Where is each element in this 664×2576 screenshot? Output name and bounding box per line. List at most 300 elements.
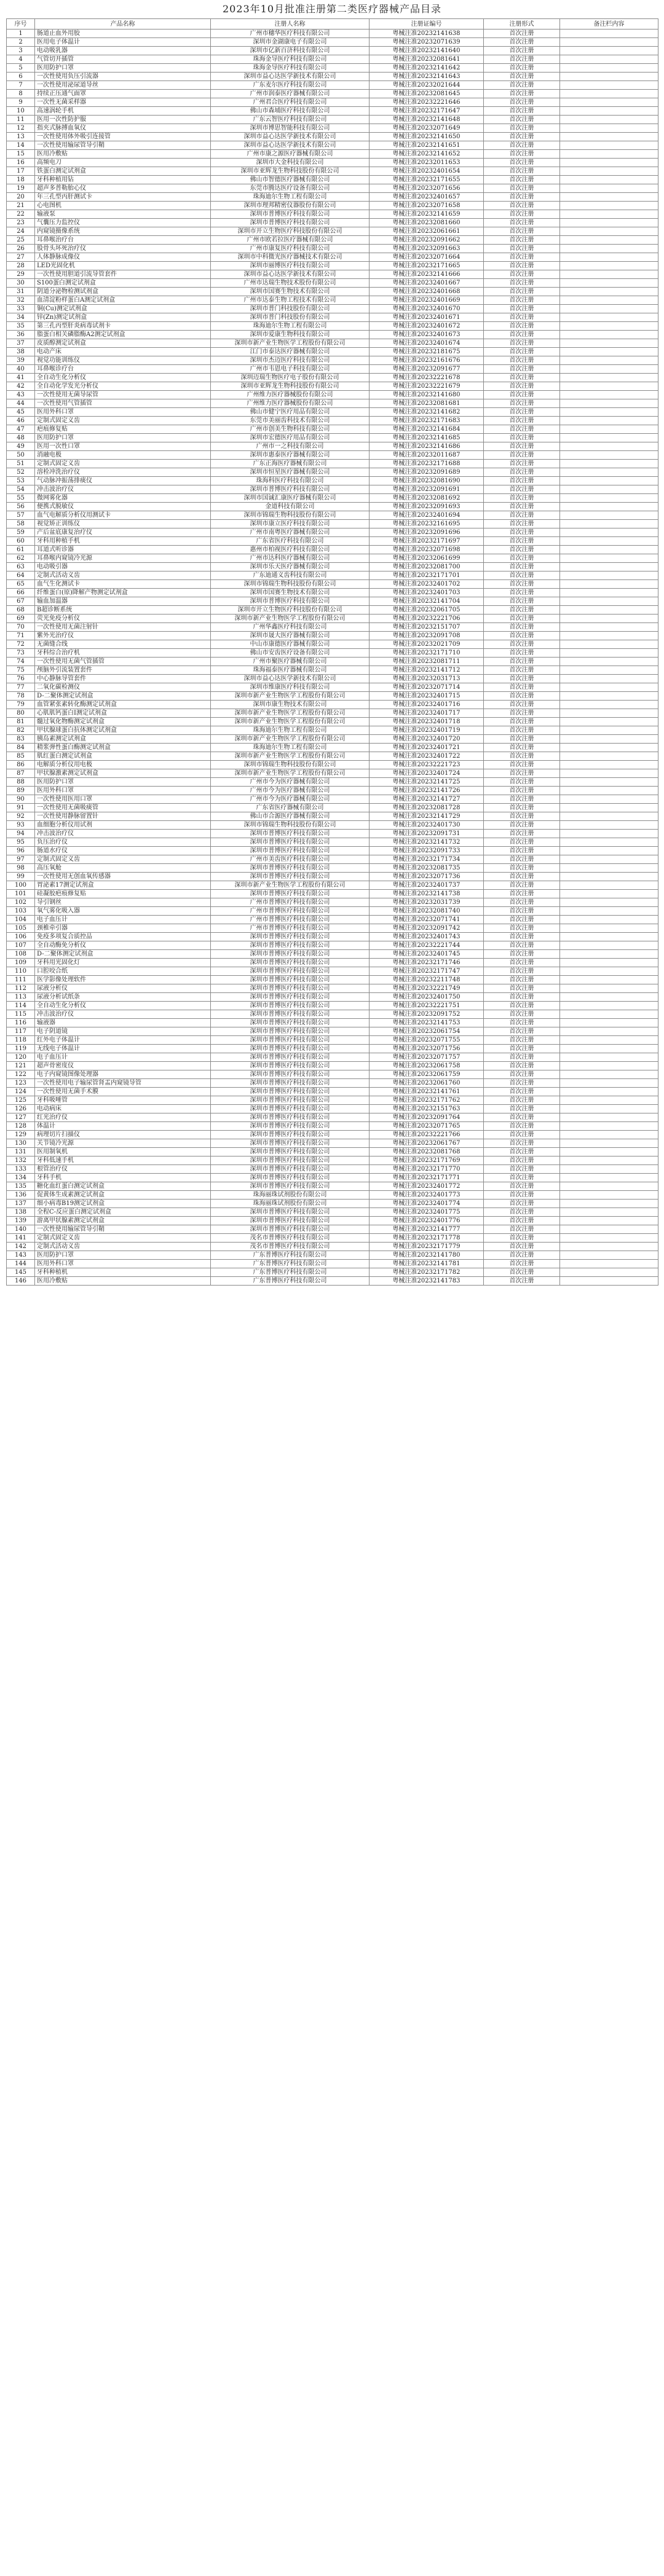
- cell-product-name: 免疫多项复合质控品: [35, 933, 211, 941]
- cell-registrant: 深圳市普博医疗科技有限公司: [211, 1070, 370, 1079]
- cell-serial: 104: [7, 916, 35, 924]
- table-row: [7, 468, 658, 477]
- table-row: [7, 494, 658, 503]
- table-row: [7, 632, 658, 640]
- cell-registrant: 广州市欧若拉医疗器械有限公司: [211, 236, 370, 245]
- cell-remarks: [560, 924, 658, 933]
- table-row: [7, 305, 658, 313]
- cell-certificate-no: 粤械注准20232011687: [370, 451, 484, 460]
- table-row: [7, 847, 658, 855]
- cell-product-name: 甲状腺激素测定试剂盒: [35, 769, 211, 778]
- cell-product-name: LED光固化机: [35, 262, 211, 270]
- cell-certificate-no: 粤械注准20232071755: [370, 1036, 484, 1045]
- cell-registration-type: 首次注册: [484, 29, 560, 38]
- cell-product-name: 全自动生化分析仪: [35, 1002, 211, 1010]
- cell-registrant: 广州市达瑞生物技术股份有限公司: [211, 279, 370, 288]
- cell-registration-type: 首次注册: [484, 563, 560, 571]
- cell-registrant: 广州市达科医疗器械有限公司: [211, 554, 370, 563]
- cell-remarks: [560, 485, 658, 494]
- cell-registration-type: 首次注册: [484, 1208, 560, 1217]
- cell-remarks: [560, 812, 658, 821]
- table-row: [7, 38, 658, 47]
- cell-registration-type: 首次注册: [484, 356, 560, 365]
- cell-product-name: 微网雾化器: [35, 494, 211, 503]
- cell-registrant: 深圳市锦瑞生物科技股份有限公司: [211, 580, 370, 589]
- cell-remarks: [560, 640, 658, 649]
- cell-serial: 141: [7, 1234, 35, 1243]
- table-row: [7, 176, 658, 184]
- cell-registrant: 东莞市美丽齿科技术有限公司: [211, 417, 370, 425]
- cell-registrant: 深圳市普博医疗科技有限公司: [211, 1122, 370, 1131]
- cell-serial: 52: [7, 468, 35, 477]
- cell-remarks: [560, 761, 658, 769]
- table-row: [7, 959, 658, 967]
- cell-certificate-no: 粤械注准20232071765: [370, 1122, 484, 1131]
- cell-serial: 60: [7, 537, 35, 546]
- cell-remarks: [560, 528, 658, 537]
- cell-certificate-no: 粤械注准20232141732: [370, 838, 484, 847]
- table-row: [7, 133, 658, 141]
- table-row: [7, 485, 658, 494]
- cell-remarks: [560, 1174, 658, 1182]
- cell-certificate-no: 粤械注准20232401720: [370, 735, 484, 744]
- cell-product-name: 一次性使用静脉留置针: [35, 812, 211, 821]
- cell-remarks: [560, 615, 658, 623]
- table-row: [7, 571, 658, 580]
- cell-remarks: [560, 1182, 658, 1191]
- cell-remarks: [560, 150, 658, 159]
- cell-serial: 71: [7, 632, 35, 640]
- cell-registrant: 广州君合医疗科技有限公司: [211, 98, 370, 107]
- cell-registrant: 深圳市国赛生物技术有限公司: [211, 288, 370, 296]
- cell-remarks: [560, 984, 658, 993]
- cell-registrant: 深圳市普博医疗科技有限公司: [211, 1027, 370, 1036]
- cell-serial: 100: [7, 881, 35, 890]
- cell-registrant: 广东普博医疗科技有限公司: [211, 1251, 370, 1260]
- table-row: [7, 29, 658, 38]
- cell-serial: 131: [7, 1148, 35, 1156]
- cell-registration-type: 首次注册: [484, 434, 560, 442]
- cell-remarks: [560, 288, 658, 296]
- cell-serial: 38: [7, 348, 35, 356]
- cell-serial: 51: [7, 460, 35, 468]
- cell-certificate-no: 粤械注准20232091691: [370, 485, 484, 494]
- cell-remarks: [560, 1088, 658, 1096]
- cell-registrant: 深圳市金湖康电子有限公司: [211, 38, 370, 47]
- cell-certificate-no: 粤械注准20232061661: [370, 227, 484, 236]
- cell-certificate-no: 粤械注准20232401668: [370, 288, 484, 296]
- cell-serial: 136: [7, 1191, 35, 1200]
- cell-certificate-no: 粤械注准20232401722: [370, 752, 484, 761]
- cell-remarks: [560, 1148, 658, 1156]
- cell-registration-type: 首次注册: [484, 1148, 560, 1156]
- cell-certificate-no: 粤械注准20232221751: [370, 1002, 484, 1010]
- cell-registrant: 深圳市普博医疗科技有限公司: [211, 1165, 370, 1174]
- cell-product-name: 一次性使用输尿管导引鞘: [35, 141, 211, 150]
- cell-certificate-no: 粤械注准20232171778: [370, 1234, 484, 1243]
- cell-remarks: [560, 348, 658, 356]
- cell-certificate-no: 粤械注准20232221766: [370, 1131, 484, 1139]
- cell-certificate-no: 粤械注准20232171779: [370, 1243, 484, 1251]
- cell-product-name: 促黄体生成素测定试剂盒: [35, 1191, 211, 1200]
- cell-product-name: 医用电子体温计: [35, 38, 211, 47]
- cell-remarks: [560, 1105, 658, 1113]
- cell-certificate-no: 粤械注准20232081735: [370, 864, 484, 873]
- cell-remarks: [560, 675, 658, 683]
- cell-serial: 4: [7, 55, 35, 64]
- cell-registrant: 深圳市普博医疗科技有限公司: [211, 1019, 370, 1027]
- cell-certificate-no: 粤械注准20232171710: [370, 649, 484, 658]
- table-row: [7, 356, 658, 365]
- cell-registrant: 深圳市普门科技股份有限公司: [211, 305, 370, 313]
- cell-serial: 58: [7, 520, 35, 528]
- cell-registration-type: 首次注册: [484, 159, 560, 167]
- cell-registration-type: 首次注册: [484, 554, 560, 563]
- cell-serial: 45: [7, 408, 35, 417]
- cell-registrant: 深圳市锦瑞生物科技股份有限公司: [211, 511, 370, 520]
- cell-product-name: 一次性使用无菌气管插管: [35, 658, 211, 666]
- cell-registrant: 广州市达泰生物工程技术有限公司: [211, 296, 370, 305]
- table-row: [7, 726, 658, 735]
- cell-certificate-no: 粤械注准20232021709: [370, 640, 484, 649]
- cell-remarks: [560, 417, 658, 425]
- cell-registration-type: 首次注册: [484, 916, 560, 924]
- cell-certificate-no: 粤械注准20232401694: [370, 511, 484, 520]
- table-row: [7, 313, 658, 322]
- cell-certificate-no: 粤械注准20232141666: [370, 270, 484, 279]
- cell-certificate-no: 粤械注准20232141738: [370, 890, 484, 898]
- cell-product-name: 医学影像处理软件: [35, 976, 211, 984]
- cell-registrant: 深圳市康立医疗科技有限公司: [211, 520, 370, 528]
- cell-registrant: 广东省医疗器械有限公司: [211, 804, 370, 812]
- cell-product-name: 冲击波治疗仪: [35, 1010, 211, 1019]
- cell-remarks: [560, 468, 658, 477]
- cell-product-name: 电动吸引器: [35, 563, 211, 571]
- cell-certificate-no: 粤械注准20232071649: [370, 124, 484, 133]
- cell-remarks: [560, 322, 658, 331]
- cell-registration-type: 首次注册: [484, 1191, 560, 1200]
- cell-certificate-no: 粤械注准20232181675: [370, 348, 484, 356]
- cell-registration-type: 首次注册: [484, 468, 560, 477]
- cell-remarks: [560, 253, 658, 262]
- cell-registrant: 深圳市普博医疗科技有限公司: [211, 950, 370, 959]
- cell-registration-type: 首次注册: [484, 993, 560, 1002]
- table-row: [7, 399, 658, 408]
- cell-registration-type: 首次注册: [484, 202, 560, 210]
- table-row: [7, 107, 658, 116]
- cell-certificate-no: 粤械注准20232141704: [370, 597, 484, 606]
- cell-product-name: 胃泌素17测定试剂盒: [35, 881, 211, 890]
- cell-remarks: [560, 537, 658, 546]
- cell-registration-type: 首次注册: [484, 47, 560, 55]
- cell-product-name: 牙科手机: [35, 1174, 211, 1182]
- cell-serial: 43: [7, 391, 35, 399]
- table-row: [7, 374, 658, 382]
- cell-remarks: [560, 881, 658, 890]
- cell-registration-type: 首次注册: [484, 408, 560, 417]
- cell-registration-type: 首次注册: [484, 1079, 560, 1088]
- cell-serial: 53: [7, 477, 35, 485]
- cell-serial: 122: [7, 1070, 35, 1079]
- table-row: [7, 1036, 658, 1045]
- table-row: [7, 417, 658, 425]
- cell-product-name: 定制式活动义齿: [35, 1243, 211, 1251]
- cell-registrant: 深圳市锦瑞生物科技股份有限公司: [211, 821, 370, 830]
- table-row: [7, 1148, 658, 1156]
- cell-registration-type: 首次注册: [484, 537, 560, 546]
- cell-registration-type: 首次注册: [484, 804, 560, 812]
- cell-product-name: 视觉矫正训练仪: [35, 520, 211, 528]
- cell-serial: 138: [7, 1208, 35, 1217]
- cell-product-name: 一次性使用负压引流器: [35, 73, 211, 81]
- cell-certificate-no: 粤械注准20232401724: [370, 769, 484, 778]
- cell-serial: 55: [7, 494, 35, 503]
- cell-registrant: 深圳市博思智能科技有限公司: [211, 124, 370, 133]
- cell-certificate-no: 粤械注准20232171782: [370, 1268, 484, 1277]
- cell-serial: 47: [7, 425, 35, 434]
- cell-registration-type: 首次注册: [484, 305, 560, 313]
- cell-serial: 27: [7, 253, 35, 262]
- cell-serial: 81: [7, 718, 35, 726]
- cell-certificate-no: 粤械注准20232401715: [370, 692, 484, 701]
- cell-certificate-no: 粤械注准20232401703: [370, 589, 484, 597]
- cell-registration-type: 首次注册: [484, 976, 560, 984]
- cell-remarks: [560, 176, 658, 184]
- cell-registration-type: 首次注册: [484, 606, 560, 615]
- cell-product-name: 耳道式听诊器: [35, 546, 211, 554]
- cell-certificate-no: 粤械注准20232141652: [370, 150, 484, 159]
- cell-registrant: 深圳市普门科技股份有限公司: [211, 313, 370, 322]
- table-row: [7, 503, 658, 511]
- cell-registration-type: 首次注册: [484, 1139, 560, 1148]
- cell-certificate-no: 粤械注准20232141651: [370, 141, 484, 150]
- cell-remarks: [560, 1191, 658, 1200]
- cell-product-name: 疤痕修复贴: [35, 425, 211, 434]
- cell-product-name: 医用一次性防护服: [35, 116, 211, 124]
- cell-registration-type: 首次注册: [484, 683, 560, 692]
- cell-product-name: 耳鼻喉诊疗台: [35, 365, 211, 374]
- cell-remarks: [560, 193, 658, 202]
- table-row: [7, 1131, 658, 1139]
- cell-registrant: 广州市创美生物科技有限公司: [211, 425, 370, 434]
- cell-registrant: 深圳市恒星医疗器械有限公司: [211, 468, 370, 477]
- cell-registration-type: 首次注册: [484, 64, 560, 73]
- cell-certificate-no: 粤械注准20232061705: [370, 606, 484, 615]
- cell-certificate-no: 粤械注准20232141650: [370, 133, 484, 141]
- cell-certificate-no: 粤械注准20232141686: [370, 442, 484, 451]
- cell-remarks: [560, 1079, 658, 1088]
- cell-remarks: [560, 262, 658, 270]
- cell-registration-type: 首次注册: [484, 1260, 560, 1268]
- cell-remarks: [560, 107, 658, 116]
- cell-product-name: 定制式活动义齿: [35, 571, 211, 580]
- table-row: [7, 546, 658, 554]
- table-row: [7, 640, 658, 649]
- cell-product-name: 糖化血红蛋白测定试剂盒: [35, 1182, 211, 1191]
- cell-remarks: [560, 597, 658, 606]
- cell-registrant: 珠海科医疗科技有限公司: [211, 477, 370, 485]
- cell-registration-type: 首次注册: [484, 580, 560, 589]
- cell-serial: 20: [7, 193, 35, 202]
- table-row: [7, 1156, 658, 1165]
- cell-registrant: 广州市一之科技有限公司: [211, 442, 370, 451]
- cell-registrant: 深圳市普博医疗科技有限公司: [211, 1148, 370, 1156]
- cell-certificate-no: 粤械注准20232071698: [370, 546, 484, 554]
- cell-remarks: [560, 399, 658, 408]
- cell-registrant: 佛山市智德医疗器械有限公司: [211, 176, 370, 184]
- table-row: [7, 1139, 658, 1148]
- cell-remarks: [560, 787, 658, 795]
- cell-certificate-no: 粤械注准20232211748: [370, 976, 484, 984]
- cell-registration-type: 首次注册: [484, 270, 560, 279]
- cell-registration-type: 首次注册: [484, 313, 560, 322]
- cell-registrant: 广东省医疗科技有限公司: [211, 537, 370, 546]
- table-row: [7, 1027, 658, 1036]
- cell-certificate-no: 粤械注准20232401702: [370, 580, 484, 589]
- cell-remarks: [560, 382, 658, 391]
- cell-product-name: 硅凝胶疤痕修复贴: [35, 890, 211, 898]
- cell-certificate-no: 粤械注准20232401774: [370, 1200, 484, 1208]
- cell-registrant: 深圳市新产业生物医学工程股份有限公司: [211, 339, 370, 348]
- cell-registration-type: 首次注册: [484, 675, 560, 683]
- cell-product-name: 指夹式脉搏血氧仪: [35, 124, 211, 133]
- cell-certificate-no: 粤械注准20232081645: [370, 90, 484, 98]
- cell-registration-type: 首次注册: [484, 1122, 560, 1131]
- cell-certificate-no: 粤械注准20232141753: [370, 1019, 484, 1027]
- cell-remarks: [560, 365, 658, 374]
- cell-certificate-no: 粤械注准20232401743: [370, 933, 484, 941]
- cell-registrant: 佛山市安齿医疗设备有限公司: [211, 649, 370, 658]
- cell-product-name: 体温计: [35, 1122, 211, 1131]
- cell-certificate-no: 粤械注准20232151707: [370, 623, 484, 632]
- cell-registrant: 深圳市普博医疗科技有限公司: [211, 976, 370, 984]
- cell-serial: 142: [7, 1243, 35, 1251]
- header-certificate-no: 注册证编号: [370, 19, 484, 29]
- header-product-name: 产品名称: [35, 19, 211, 29]
- cell-registration-type: 首次注册: [484, 296, 560, 305]
- cell-serial: 26: [7, 245, 35, 253]
- table-row: [7, 916, 658, 924]
- cell-registration-type: 首次注册: [484, 133, 560, 141]
- cell-certificate-no: 粤械注准20232081728: [370, 804, 484, 812]
- cell-registration-type: 首次注册: [484, 821, 560, 830]
- cell-serial: 36: [7, 331, 35, 339]
- cell-registration-type: 首次注册: [484, 391, 560, 399]
- cell-serial: 87: [7, 769, 35, 778]
- cell-registration-type: 首次注册: [484, 374, 560, 382]
- cell-registration-type: 首次注册: [484, 331, 560, 339]
- cell-product-name: 皮质醇测定试剂盒: [35, 339, 211, 348]
- cell-registrant: 深圳市晟大医疗器械有限公司: [211, 632, 370, 640]
- cell-registration-type: 首次注册: [484, 279, 560, 288]
- cell-registrant: 广州维力医疗器械股份有限公司: [211, 391, 370, 399]
- cell-serial: 130: [7, 1139, 35, 1148]
- table-row: [7, 460, 658, 468]
- cell-remarks: [560, 890, 658, 898]
- cell-registration-type: 首次注册: [484, 1002, 560, 1010]
- cell-serial: 35: [7, 322, 35, 331]
- table-row: [7, 1122, 658, 1131]
- cell-product-name: 导引钢丝: [35, 898, 211, 907]
- cell-product-name: 铜(Cu)测定试剂盒: [35, 305, 211, 313]
- cell-serial: 16: [7, 159, 35, 167]
- cell-product-name: 定制式固定义齿: [35, 855, 211, 864]
- cell-product-name: 全自动生化分析仪: [35, 374, 211, 382]
- cell-remarks: [560, 1010, 658, 1019]
- cell-certificate-no: 粤械注准20232161695: [370, 520, 484, 528]
- cell-serial: 139: [7, 1217, 35, 1225]
- cell-registration-type: 首次注册: [484, 1268, 560, 1277]
- cell-product-name: 一次性使用无菌导尿管: [35, 391, 211, 399]
- table-header-row: [7, 19, 658, 29]
- cell-product-name: 气动脉冲振荡排痰仪: [35, 477, 211, 485]
- registration-table: [6, 18, 658, 1286]
- cell-registration-type: 首次注册: [484, 1010, 560, 1019]
- cell-remarks: [560, 606, 658, 615]
- table-row: [7, 331, 658, 339]
- cell-registration-type: 首次注册: [484, 1062, 560, 1070]
- cell-product-name: 根管治疗仪: [35, 1165, 211, 1174]
- cell-serial: 6: [7, 73, 35, 81]
- table-row: [7, 1070, 658, 1079]
- table-row: [7, 537, 658, 546]
- cell-registration-type: 首次注册: [484, 73, 560, 81]
- header-serial: 序号: [7, 19, 35, 29]
- cell-serial: 79: [7, 701, 35, 709]
- cell-serial: 143: [7, 1251, 35, 1260]
- cell-remarks: [560, 701, 658, 709]
- cell-remarks: [560, 29, 658, 38]
- cell-registrant: 深圳市新产业生物医学工程股份有限公司: [211, 718, 370, 726]
- cell-certificate-no: 粤械注准20232081681: [370, 399, 484, 408]
- cell-certificate-no: 粤械注准20232171746: [370, 959, 484, 967]
- cell-registrant: 深圳市爱康生物科技有限公司: [211, 331, 370, 339]
- cell-certificate-no: 粤械注准20232401673: [370, 331, 484, 339]
- cell-registration-type: 首次注册: [484, 597, 560, 606]
- cell-registration-type: 首次注册: [484, 176, 560, 184]
- cell-certificate-no: 粤械注准20232081711: [370, 658, 484, 666]
- cell-certificate-no: 粤械注准20232081660: [370, 219, 484, 227]
- table-row: [7, 442, 658, 451]
- cell-certificate-no: 粤械注准20232221646: [370, 98, 484, 107]
- cell-registrant: 深圳市锦瑞生物科技股份有限公司: [211, 761, 370, 769]
- table-row: [7, 365, 658, 374]
- cell-remarks: [560, 993, 658, 1002]
- cell-certificate-no: 粤械注准20232141777: [370, 1225, 484, 1234]
- cell-registrant: 深圳市普博医疗科技有限公司: [211, 1225, 370, 1234]
- cell-certificate-no: 粤械注准20232401750: [370, 993, 484, 1002]
- table-row: [7, 838, 658, 847]
- cell-certificate-no: 粤械注准20232171770: [370, 1165, 484, 1174]
- cell-registration-type: 首次注册: [484, 855, 560, 864]
- cell-registrant: 东莞市腾达医疗设备有限公司: [211, 184, 370, 193]
- cell-serial: 19: [7, 184, 35, 193]
- cell-registration-type: 首次注册: [484, 1027, 560, 1036]
- cell-registration-type: 首次注册: [484, 649, 560, 658]
- cell-certificate-no: 粤械注准20232091689: [370, 468, 484, 477]
- cell-certificate-no: 粤械注准20232091696: [370, 528, 484, 537]
- cell-registration-type: 首次注册: [484, 769, 560, 778]
- cell-remarks: [560, 73, 658, 81]
- cell-product-name: 定制式固定义齿: [35, 1234, 211, 1243]
- header-registrant: 注册人名称: [211, 19, 370, 29]
- cell-registrant: 深圳市普博医疗科技有限公司: [211, 1045, 370, 1053]
- cell-registration-type: 首次注册: [484, 150, 560, 159]
- cell-remarks: [560, 90, 658, 98]
- table-row: [7, 855, 658, 864]
- table-row: [7, 1165, 658, 1174]
- cell-registration-type: 首次注册: [484, 245, 560, 253]
